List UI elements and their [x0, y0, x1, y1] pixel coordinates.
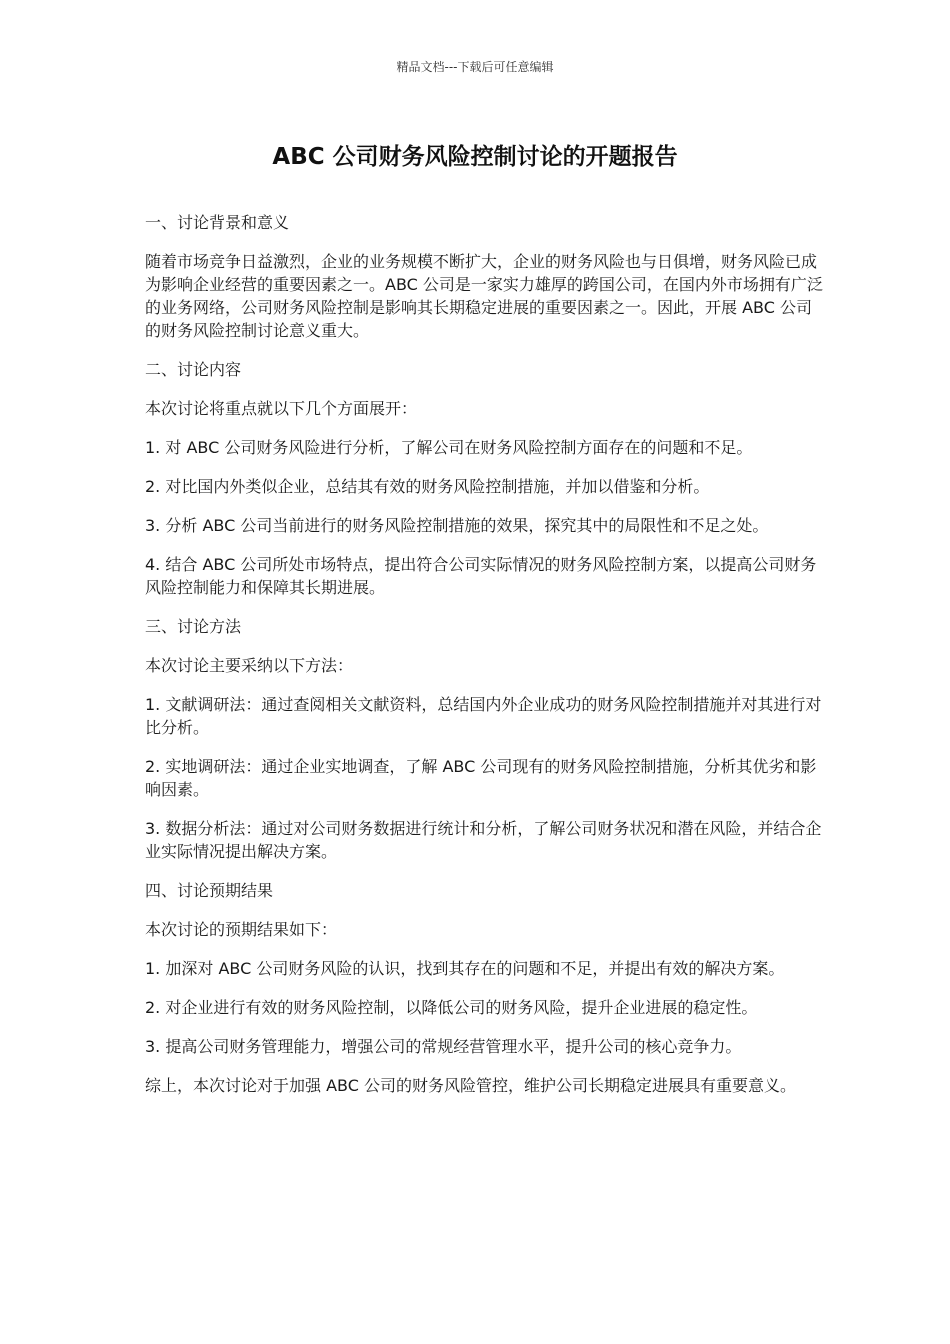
list-item: 3. 分析 ABC 公司当前进行的财务风险控制措施的效果，探究其中的局限性和不足之处。 — [145, 516, 769, 535]
list-item: 4. 结合 ABC 公司所处市场特点，提出符合公司实际情况的财务风险控制方案，以提高公司财务风险控制能力和保障其长期进展。 — [145, 555, 817, 597]
list-item: 2. 对比国内外类似企业，总结其有效的财务风险控制措施，并加以借鉴和分析。 — [145, 477, 710, 496]
document-title: ABC 公司财务风险控制讨论的开题报告 — [272, 144, 678, 170]
list-item: 3. 提高公司财务管理能力，增强公司的常规经营管理水平，提升公司的核心竞争力。 — [145, 1037, 742, 1056]
section-heading-background: 一、讨论背景和意义 — [145, 213, 290, 232]
paragraph-background: 随着市场竞争日益激烈，企业的业务规模不断扩大，企业的财务风险也与日俱增，财务风险已成为影响企业经营的重要因素之一。ABC 公司是一家实力雄厚的跨国公司，在国内外市场拥有广泛的业务网络，公司财务风险控制是影响其长期稳定进展的重要因素之一。因此，开展 ABC 公司的财务风险控制讨论意义重大。 — [145, 252, 823, 340]
section-heading-expected-results: 四、讨论预期结果 — [145, 881, 274, 900]
section-heading-methods: 三、讨论方法 — [145, 617, 242, 636]
paragraph-results-intro: 本次讨论的预期结果如下： — [145, 920, 338, 939]
paragraph-methods-intro: 本次讨论主要采纳以下方法： — [145, 656, 354, 675]
page-header: 精品文档---下载后可任意编辑 — [396, 60, 554, 74]
list-item: 1. 加深对 ABC 公司财务风险的认识，找到其存在的问题和不足，并提出有效的解决方案。 — [145, 959, 785, 978]
section-heading-content: 二、讨论内容 — [145, 360, 242, 379]
list-item: 1. 文献调研法：通过查阅相关文献资料，总结国内外企业成功的财务风险控制措施并对其进行对比分析。 — [145, 695, 822, 737]
paragraph-content-intro: 本次讨论将重点就以下几个方面展开： — [145, 399, 418, 418]
list-item: 2. 对企业进行有效的财务风险控制，以降低公司的财务风险，提升企业进展的稳定性。 — [145, 998, 758, 1017]
list-item: 2. 实地调研法：通过企业实地调查，了解 ABC 公司现有的财务风险控制措施，分析其优劣和影响因素。 — [145, 757, 817, 799]
list-item: 3. 数据分析法：通过对公司财务数据进行统计和分析，了解公司财务状况和潜在风险，并结合企业实际情况提出解决方案。 — [145, 819, 822, 861]
list-item: 1. 对 ABC 公司财务风险进行分析，了解公司在财务风险控制方面存在的问题和不足。 — [145, 438, 753, 457]
paragraph-conclusion: 综上，本次讨论对于加强 ABC 公司的财务风险管控，维护公司长期稳定进展具有重要意义。 — [145, 1076, 796, 1095]
document-body — [145, 211, 825, 1113]
